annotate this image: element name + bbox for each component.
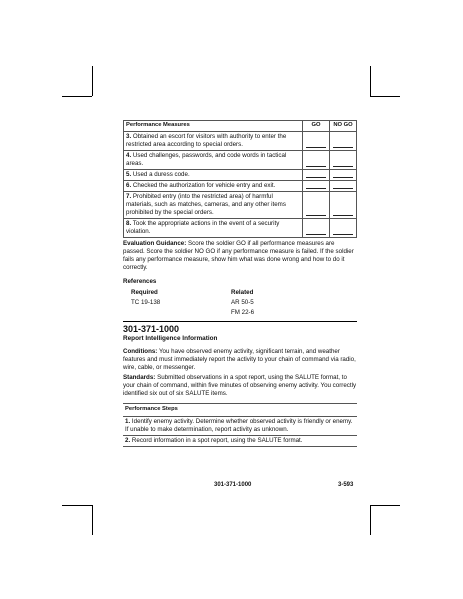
- required-label: Required: [131, 288, 158, 296]
- nogo-blank[interactable]: [330, 191, 357, 218]
- references-grid: [131, 289, 357, 317]
- standards-label: Standards:: [123, 374, 156, 382]
- standards-text: Submitted observations in a spot report, using the SALUTE format, to your chain of command, within five minutes of observing enemy activity. You correctly identified six out of six SALUTE items.: [123, 374, 357, 398]
- crop-mark: [370, 505, 371, 535]
- step-text: Record information in a spot report, using the SALUTE format.: [131, 436, 303, 444]
- measure-cell: [124, 180, 303, 191]
- measure-cell: [124, 169, 303, 180]
- measures-header: Performance Measures: [124, 121, 303, 132]
- nogo-blank[interactable]: [330, 169, 357, 180]
- crop-mark: [62, 505, 92, 506]
- task-number: 301-371-1000: [123, 323, 180, 334]
- page-content: [123, 120, 357, 447]
- task-title: Report Intelligence Information: [123, 334, 218, 342]
- evaluation-guidance: [123, 240, 357, 272]
- nogo-blank[interactable]: [330, 150, 357, 169]
- go-header: GO: [303, 121, 330, 132]
- table-row: [124, 131, 357, 150]
- measure-cell: [124, 150, 303, 169]
- measure-text: Prohibited entry (into the restricted area) of harmful materials, such as matches, cameras, and any other items prohibited by the special orders.: [126, 192, 286, 217]
- nogo-blank[interactable]: [330, 180, 357, 191]
- step-text: Identify enemy activity. Determine whether observed activity is friendly or enemy. If unable to make determination, report activity as unknown.: [125, 417, 353, 433]
- evaluation-text: Score the soldier GO if all performance measures are passed. Score the soldier NO GO if any performance measure is failed. If the soldier fails any performance measure, show him what was done wrong and how to do it correctly.: [123, 240, 354, 272]
- measure-number: 5.: [126, 170, 132, 178]
- go-blank[interactable]: [303, 131, 330, 150]
- performance-steps-list: [123, 417, 357, 446]
- measure-number: 3.: [126, 132, 132, 140]
- performance-measures-table: [123, 120, 357, 238]
- step-number: 1.: [125, 417, 131, 425]
- table-row: [124, 180, 357, 191]
- references-title: References: [123, 278, 157, 286]
- measure-text: Used challenges, passwords, and code words in tactical areas.: [126, 151, 287, 167]
- measure-text: Used a duress code.: [132, 170, 190, 178]
- table-row: [124, 150, 357, 169]
- measure-text: Took the appropriate actions in the event of a security violation.: [126, 220, 280, 236]
- list-item: [123, 417, 357, 436]
- measure-number: 8.: [126, 220, 132, 228]
- performance-steps: [123, 403, 357, 447]
- go-blank[interactable]: [303, 219, 330, 238]
- measure-cell: [124, 131, 303, 150]
- required-ref: TC 19-138: [131, 298, 161, 306]
- measure-cell: [124, 219, 303, 238]
- measure-cell: [124, 191, 303, 218]
- go-blank[interactable]: [303, 180, 330, 191]
- conditions-text: You have observed enemy activity, significant terrain, and weather features and must immediately report the activity to your chain of command via radio, wire, cable, or messenger.: [123, 347, 356, 372]
- list-item: [123, 436, 357, 446]
- crop-mark: [62, 96, 92, 97]
- go-blank[interactable]: [303, 150, 330, 169]
- measure-number: 6.: [126, 181, 132, 189]
- measure-number: 7.: [126, 192, 132, 200]
- footer-task-number: 301-371-1000: [214, 482, 252, 488]
- table-row: [124, 169, 357, 180]
- crop-mark: [92, 66, 93, 96]
- evaluation-label: Evaluation Guidance:: [123, 240, 187, 248]
- crop-mark: [92, 505, 93, 535]
- performance-measures-body: [124, 131, 357, 238]
- conditions-label: Conditions:: [123, 347, 158, 355]
- conditions: [123, 348, 357, 372]
- measure-text: Obtained an escort for visitors with authority to enter the restricted area according to special orders.: [126, 132, 287, 148]
- related-label: Related: [231, 288, 254, 296]
- performance-steps-title: Performance Steps: [123, 404, 357, 417]
- crop-mark: [370, 66, 371, 96]
- table-header-row: [124, 121, 357, 132]
- nogo-blank[interactable]: [330, 219, 357, 238]
- related-ref: FM 22-6: [231, 308, 255, 316]
- step-number: 2.: [125, 436, 131, 444]
- measure-number: 4.: [126, 151, 132, 159]
- go-blank[interactable]: [303, 191, 330, 218]
- section-divider: [123, 321, 357, 322]
- table-row: [124, 191, 357, 218]
- page-number: 3-593: [338, 482, 354, 488]
- crop-mark: [370, 96, 400, 97]
- nogo-blank[interactable]: [330, 131, 357, 150]
- standards: [123, 374, 357, 398]
- table-row: [124, 219, 357, 238]
- measure-text: Checked the authorization for vehicle entry and exit.: [132, 181, 276, 189]
- nogo-header: NO GO: [330, 121, 357, 132]
- go-blank[interactable]: [303, 169, 330, 180]
- crop-mark: [370, 505, 400, 506]
- related-ref: AR 50-5: [231, 298, 254, 306]
